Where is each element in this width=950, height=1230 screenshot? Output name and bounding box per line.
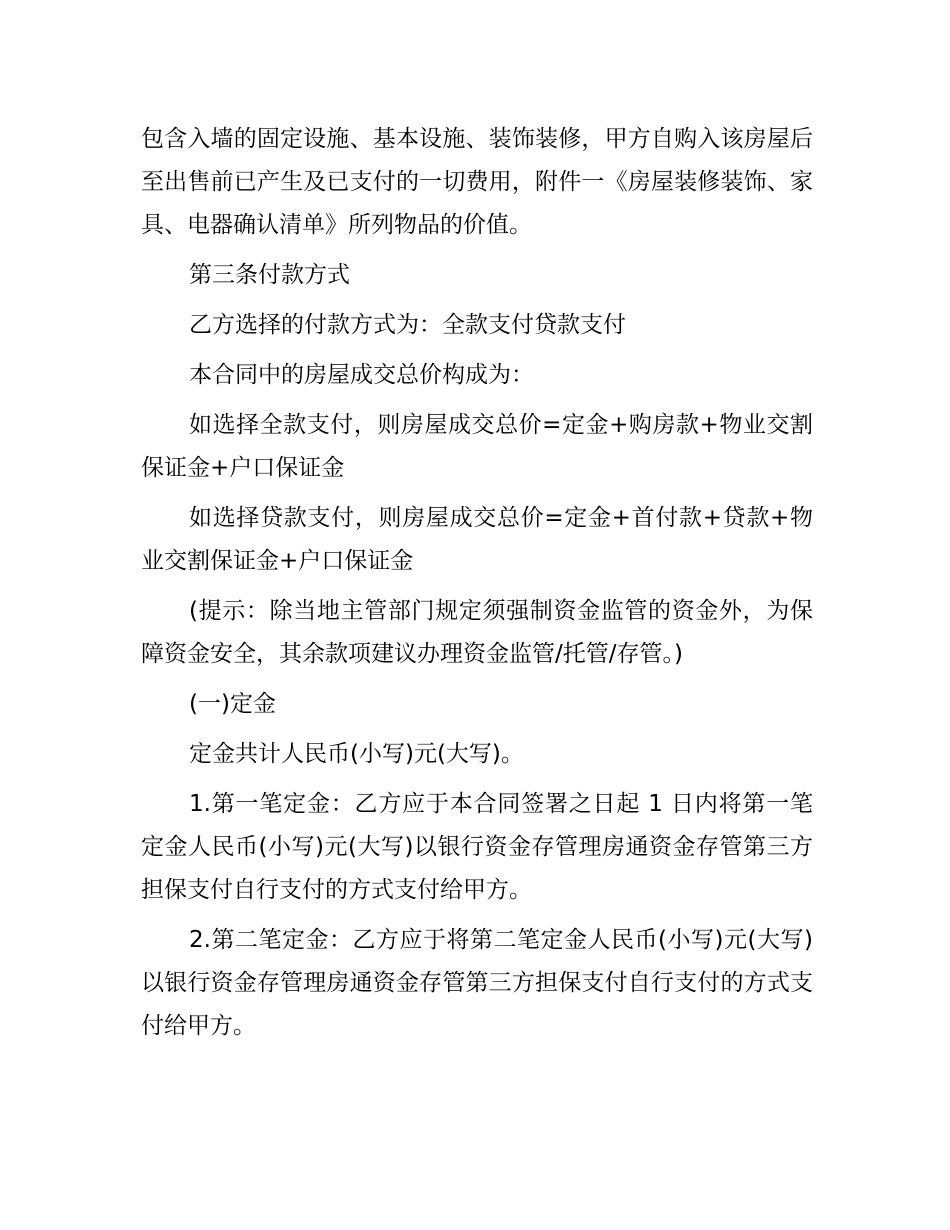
- paragraph-payment-choice: 乙方选择的付款方式为：全款支付贷款支付: [189, 312, 626, 338]
- subsection-heading-deposit: (一)定金: [189, 691, 276, 717]
- paragraph-second-deposit: 2.第二笔定金：乙方应于将第二笔定金人民币(小写)元(大写)以银行资金存管理房通资金存管第三方担保支付自行支付的方式支付给甲方。: [141, 927, 813, 1039]
- paragraph-deposit-total: 定金共计人民币(小写)元(大写)。: [189, 741, 524, 767]
- paragraph-1: 包含入墙的固定设施、基本设施、装饰装修，甲方自购入该房屋后至出售前已产生及已支付的一切费用，附件一《房屋装修装饰、家具、电器确认清单》所列物品的价值。: [141, 126, 813, 238]
- document-body: [141, 118, 813, 1055]
- section-heading-payment-method: 第三条付款方式: [189, 262, 350, 288]
- paragraph-price-composition: 本合同中的房屋成交总价构成为：: [189, 362, 534, 388]
- paragraph-loan-payment: 如选择贷款支付，则房屋成交总价=定金+首付款+贷款+物业交割保证金+户口保证金: [141, 505, 813, 574]
- paragraph-first-deposit: 1.第一笔定金：乙方应于本合同签署之日起 1 日内将第一笔定金人民币(小写)元(大写)以银行资金存管理房通资金存管第三方担保支付自行支付的方式支付给甲方。: [141, 791, 813, 903]
- paragraph-notice: (提示：除当地主管部门规定须强制资金监管的资金外，为保障资金安全，其余款项建议办理资金监管/托管/存管。): [141, 598, 813, 667]
- paragraph-full-payment: 如选择全款支付，则房屋成交总价=定金+购房款+物业交割保证金+户口保证金: [141, 412, 813, 481]
